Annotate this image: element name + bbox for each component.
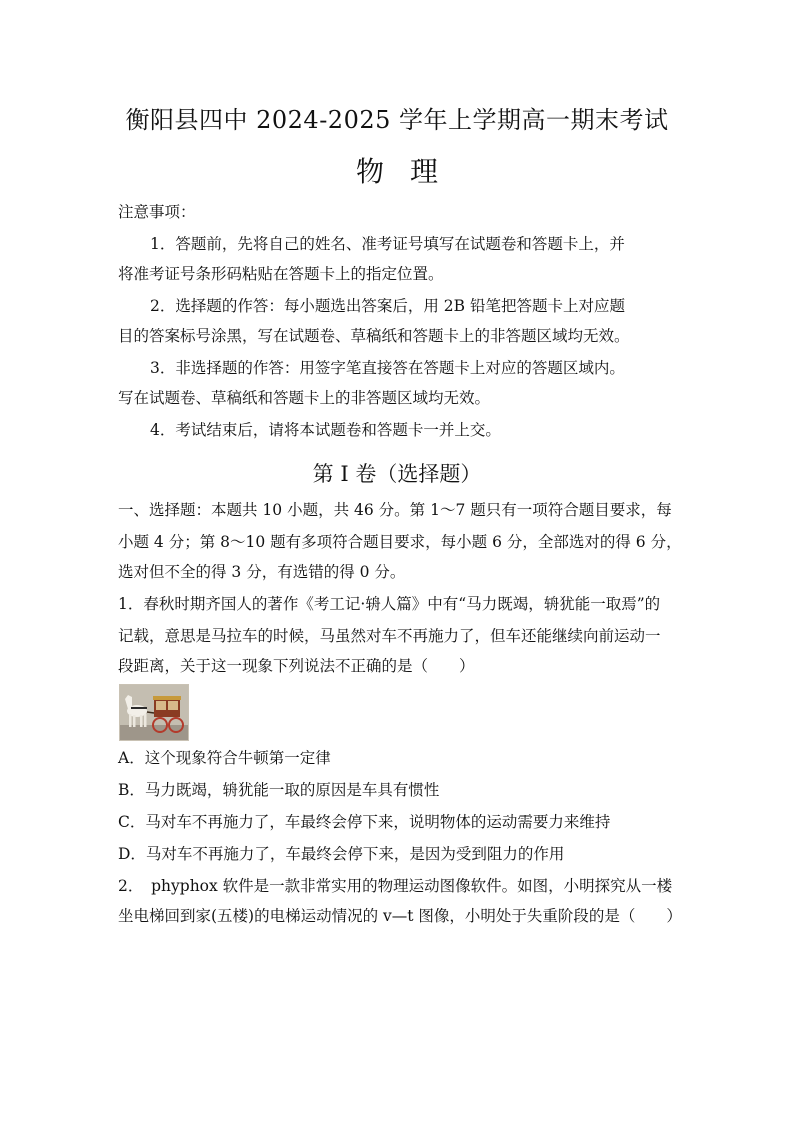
- note-3-line-1: 3．非选择题的作答：用签字笔直接答在答题卡上对应的答题区域内。: [150, 359, 625, 377]
- note-2-line-1: 2．选择题的作答：每小题选出答案后，用 2B 铅笔把答题卡上对应题: [150, 297, 625, 315]
- note-2-line-2: 目的答案标号涂黑，写在试题卷、草稿纸和答题卡上的非答题区域均无效。: [118, 327, 630, 345]
- q1-option-b: B．马力既竭，辀犹能一取的原因是车具有惯性: [118, 781, 440, 799]
- q1-stem-line-2: 记载，意思是马拉车的时候，马虽然对车不再施力了，但车还能继续向前运动一: [118, 627, 661, 645]
- q1-option-a: A．这个现象符合牛顿第一定律: [118, 749, 331, 767]
- q1-stem-line-3: 段距离，关于这一现象下列说法不正确的是（ ）: [118, 657, 475, 675]
- section-intro-line-2: 小题 4 分；第 8～10 题有多项符合题目要求，每小题 6 分，全部选对的得 6 分，: [118, 533, 682, 551]
- note-1-line-2: 将准考证号条形码粘贴在答题卡上的指定位置。: [118, 265, 444, 283]
- q1-option-c: C．马对车不再施力了，车最终会停下来，说明物体的运动需要力来维持: [118, 813, 611, 831]
- section-intro-line-3: 选对但不全的得 3 分，有选错的得 0 分。: [118, 563, 406, 581]
- horse-carriage-illustration: [120, 685, 188, 740]
- q2-stem-line-1: 2． phyphox 软件是一款非常实用的物理运动图像软件。如图，小明探究从一楼: [118, 877, 673, 895]
- note-4: 4．考试结束后，请将本试题卷和答题卡一并上交。: [150, 421, 501, 439]
- horse-carriage-image: [119, 684, 189, 741]
- exam-title: 衡阳县四中 2024-2025 学年上学期高一期末考试: [125, 106, 669, 134]
- q1-option-d: D．马对车不再施力了，车最终会停下来，是因为受到阻力的作用: [118, 845, 565, 863]
- section-heading: 第 I 卷（选择题）: [312, 462, 482, 486]
- q1-stem-line-1: 1．春秋时期齐国人的著作《考工记·辀人篇》中有“马力既竭，辀犹能一取焉”的: [118, 595, 661, 613]
- section-intro-line-1: 一、选择题：本题共 10 小题，共 46 分。第 1～7 题只有一项符合题目要求，每: [118, 501, 672, 519]
- q2-stem-line-2: 坐电梯回到家(五楼)的电梯运动情况的 v—t 图像，小明处于失重阶段的是（ ）: [118, 907, 682, 925]
- note-1-line-1: 1．答题前，先将自己的姓名、准考证号填写在试题卷和答题卡上，并: [150, 235, 625, 253]
- subject-title: 物理: [355, 155, 464, 188]
- notes-heading: 注意事项：: [118, 203, 196, 221]
- note-3-line-2: 写在试题卷、草稿纸和答题卡上的非答题区域均无效。: [118, 389, 491, 407]
